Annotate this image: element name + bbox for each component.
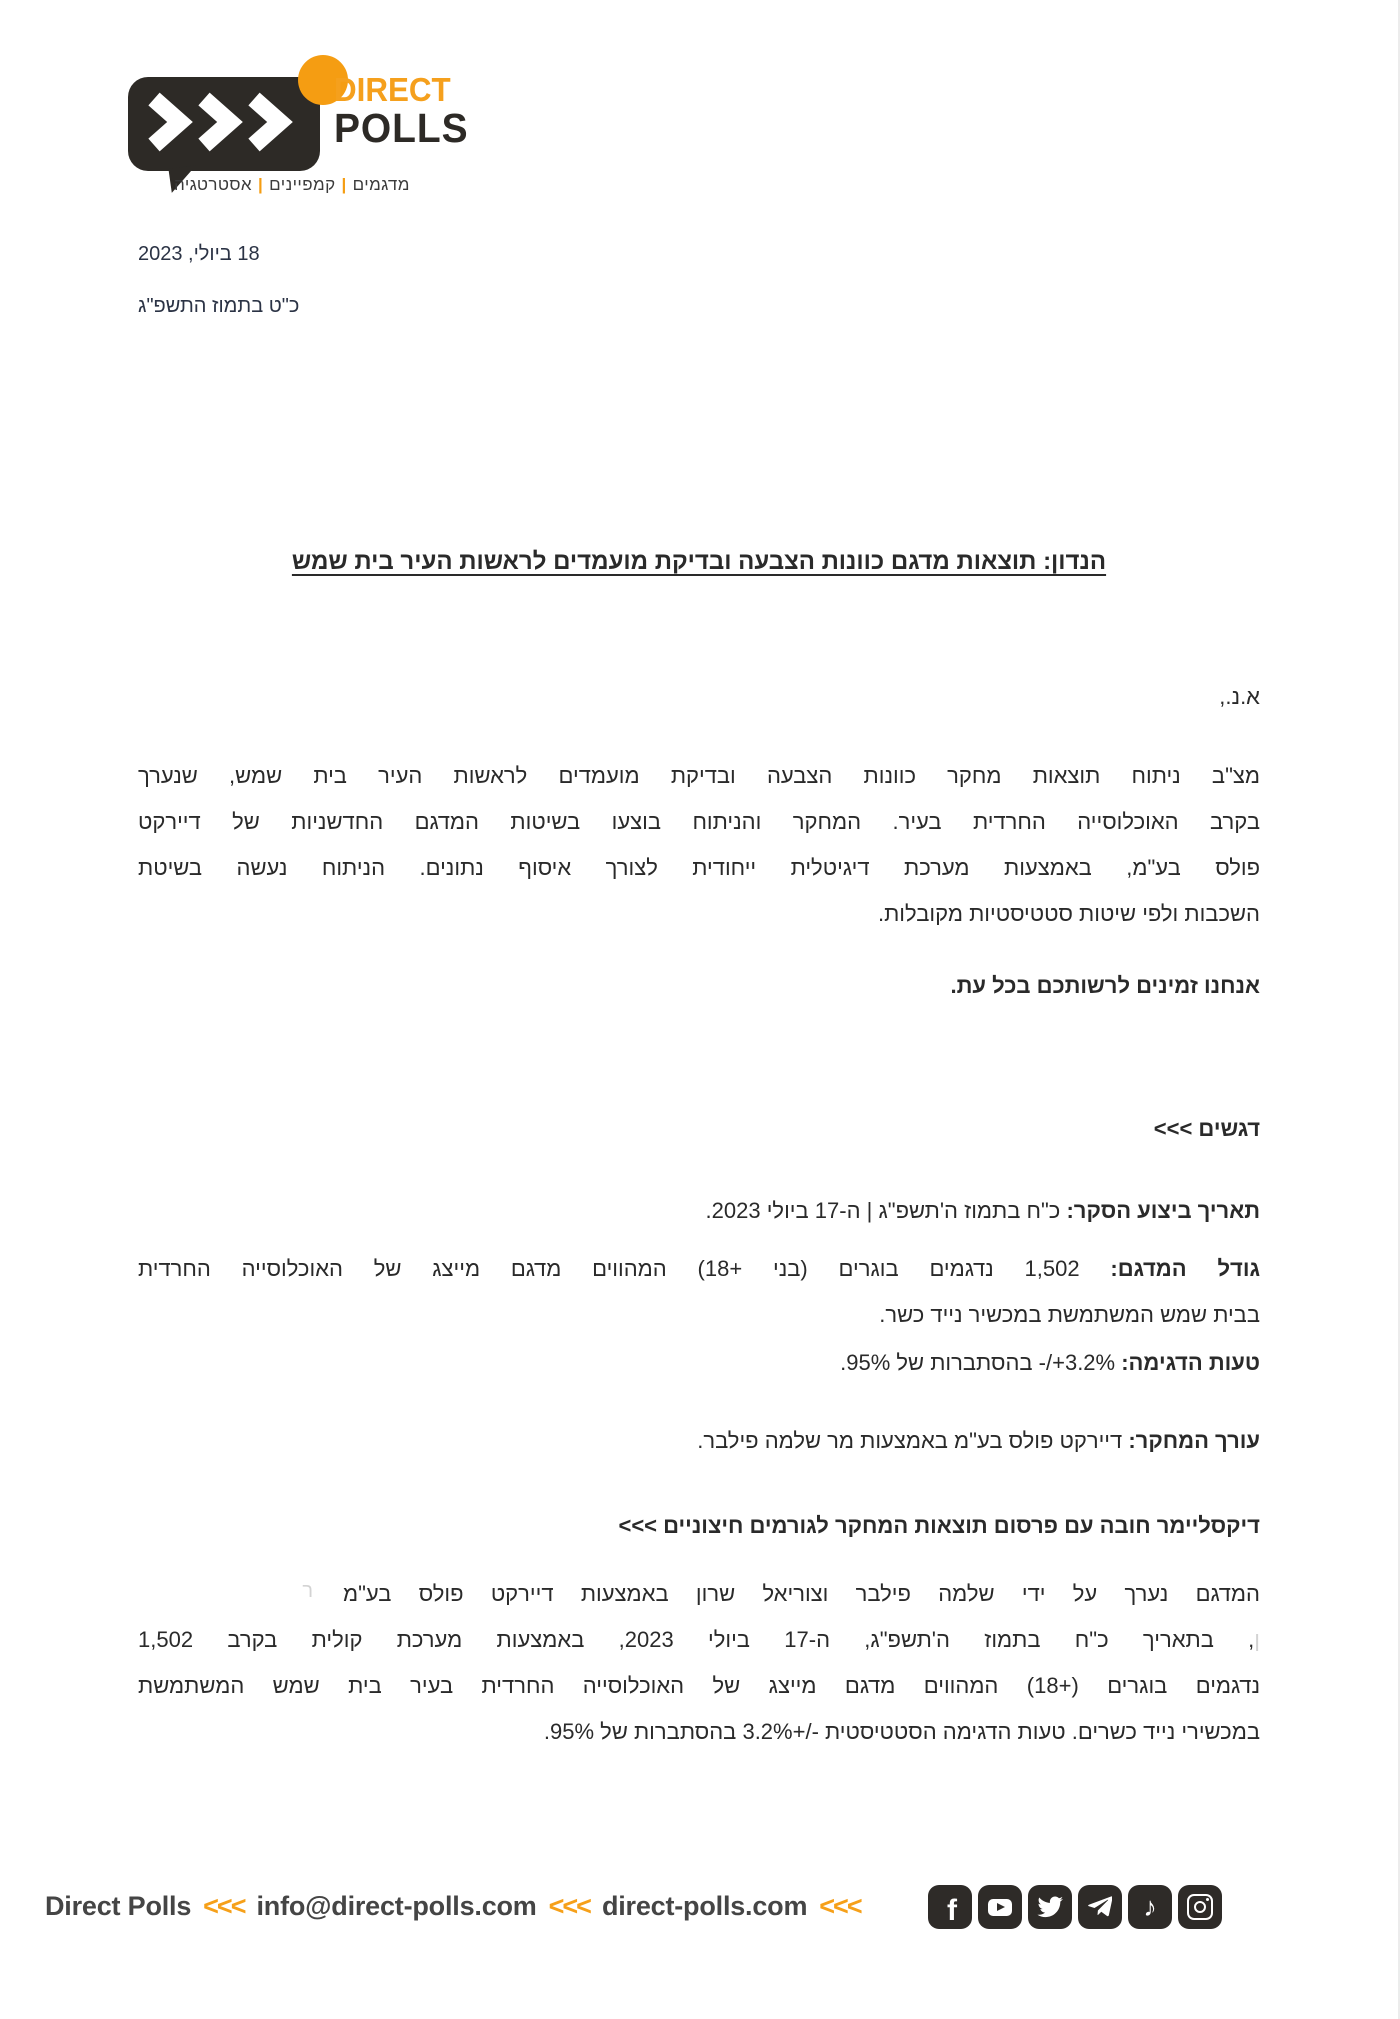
sample-size-line1 [138,1246,1260,1292]
editor-line [138,1418,1260,1464]
telegram-icon[interactable] [1078,1885,1122,1929]
sampling-error-label: טעות הדגימה: [1121,1350,1260,1375]
sampling-error-item [138,1340,1260,1386]
intro-line: פולס בע"מ, באמצעות מערכת דיגיטלית ייחודית לצורך איסוף נתונים. הניתוח נעשה בשיטת [138,855,1260,880]
disclaimer-line4: במכשירי נייד כשרים. טעות הדגימה הסטטיסטית -/+3.2% בהסתברות של 95%. [543,1719,1260,1744]
date-block [138,228,299,332]
disclaimer-line1-text: המדגם נערך על ידי שלמה פילבר וצוריאל שרון באמצעות דיירקט פולס בע"מ [343,1581,1260,1606]
salutation: א.נ., [1219,684,1260,709]
survey-date-item [138,1188,1260,1234]
editor-value: דיירקט פולס בע"מ באמצעות מר שלמה פילבר. [697,1428,1129,1453]
sampling-error-line [138,1340,1260,1386]
chevron-separator-icon: <<< [203,1891,245,1921]
disclaimer-paragraph [138,1571,1260,1755]
subject-title: הנדון: תוצאות מדגם כוונות הצבעה ובדיקת מועמדים לראשות העיר בית שמש [291,548,1107,575]
disclaimer-line1 [138,1571,1260,1617]
sample-size-line2: בבית שמש המשתמשת במכשיר נייד כשר. [879,1302,1260,1327]
survey-date-line [138,1188,1260,1234]
youtube-icon[interactable] [978,1885,1022,1929]
logo-tagline [174,175,464,195]
footer-contact-bar [45,1884,873,1928]
survey-date-label: תאריך ביצוע הסקר: [1066,1198,1260,1223]
sample-size-label: גודל המדגם: [1110,1256,1261,1281]
sample-size-value: 1,502 נדגמים בוגרים (בני +18) המהווים מדגם מייצג של האוכלוסייה החרדית [138,1256,1111,1281]
tiktok-icon[interactable] [1128,1885,1172,1929]
footer-brand: Direct Polls [45,1891,192,1921]
tagline-pipe: | [258,175,264,194]
sample-size-item [138,1246,1260,1338]
redacted-area [138,1582,343,1608]
survey-date-value: כ"ח בתמוז ה'תשפ"ג | ה-17 ביולי 2023. [705,1198,1067,1223]
intro-line: מצ"ב ניתוח תוצאות מחקר כוונות הצבעה ובדיקת מועמדים לראשות העיר בית שמש, שנערך [138,763,1260,788]
highlights-heading: דגשים >>> [1153,1116,1260,1141]
footer-website-link[interactable]: direct-polls.com [601,1891,808,1921]
brand-direct: DIRECT [334,71,451,108]
chevron-separator-icon: <<< [819,1891,861,1921]
brand-polls: POLLS [334,105,469,151]
tagline-pipe: | [341,175,347,194]
disclaimer-line2 [138,1617,1260,1663]
redaction-remnant: ר [302,1580,313,1603]
triple-arrow-icon [142,91,308,153]
disclaimer-heading: דיקסליימר חובה עם פרסום תוצאות המחקר לגורמים חיצוניים >>> [618,1513,1260,1538]
disclaimer-line3: נדגמים בוגרים (+18) המהווים מדגם מייצג של האוכלוסייה החרדית בעיר בית שמש המשתמשת [138,1673,1261,1698]
sampling-error-value: 3.2%+/- בהסתברות של 95%. [840,1350,1122,1375]
intro-paragraph [138,753,1260,937]
direct-polls-logo [128,55,488,205]
redaction-remnant: ן [1254,1627,1261,1652]
intro-line: השכבות ולפי שיטות סטטיסטיות מקובלות. [877,901,1260,926]
availability-text: אנחנו זמינים לרשותכם בכל עת. [950,973,1260,998]
availability-note [138,963,1260,1009]
editor-item [138,1418,1260,1464]
twitter-icon[interactable] [1028,1885,1072,1929]
footer-email-link[interactable]: info@direct-polls.com [256,1891,537,1921]
intro-line: בקרב האוכלוסייה החרדית בעיר. המחקר והניתוח בוצעו בשיטות המדגם החדשניות של דיירקט [138,809,1260,834]
date-gregorian: 18 ביולי, 2023 [138,243,260,265]
disclaimer-line2-text: , בתאריך כ"ח בתמוז ה'תשפ"ג, ה-17 ביולי 2023, באמצעות מערכת קולית בקרב 1,502 [138,1627,1255,1652]
tagline-samples: מדגמים [352,175,410,194]
highlights-section [138,1106,1260,1152]
instagram-icon[interactable] [1178,1885,1222,1929]
editor-label: עורך המחקר: [1128,1428,1260,1453]
social-icons-row [928,1885,1222,1929]
tagline-strategy: אסטרטגיה [174,175,252,194]
facebook-icon[interactable] [928,1885,972,1929]
disclaimer-section [138,1503,1260,1549]
tagline-campaigns: קמפיינים [269,175,336,194]
date-hebrew: כ"ט בתמוז התשפ"ג [138,295,300,317]
chevron-separator-icon: <<< [548,1891,590,1921]
brand-text [334,73,469,149]
